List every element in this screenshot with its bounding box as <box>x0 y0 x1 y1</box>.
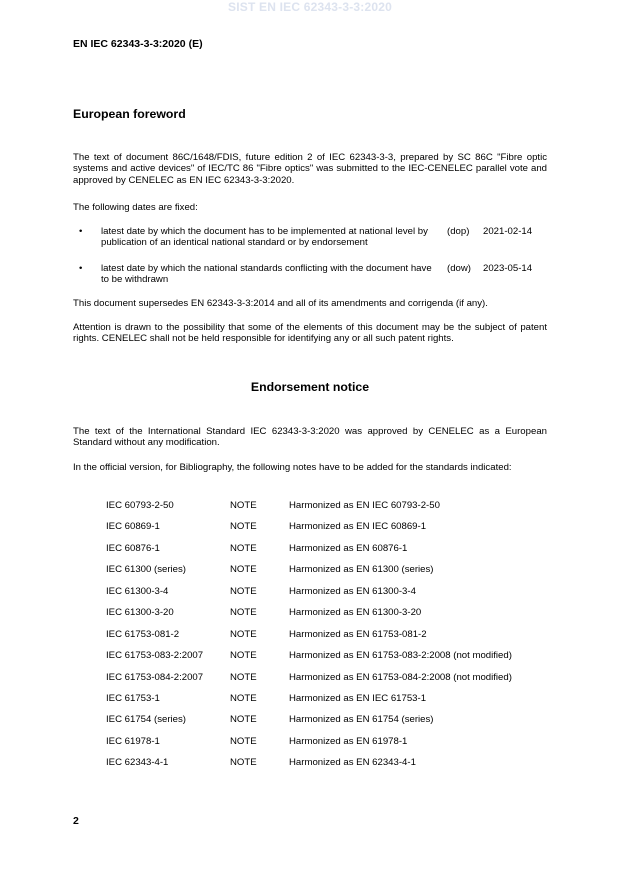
bullet: • <box>79 226 83 237</box>
date-item-text: latest date by which the document has to be implemented at national level by publication of an identical national standard or by endorsement <box>101 226 428 249</box>
page-number: 2 <box>73 815 79 827</box>
harmonized-text: Harmonized as EN IEC 60869-1 <box>289 521 427 533</box>
date-item-date: 2021-02-14 <box>483 226 533 237</box>
foreword-intro: The text of document 86C/1648/FDIS, future edition 2 of IEC 62343-3-3, prepared by SC 86C "Fibre optic systems and active devices" of IEC/TC 86 "Fibre optics" was submitted to the IEC-CENELEC parallel vote and approved by CENELEC as EN IEC 62343-3-3:2020. <box>73 152 547 186</box>
note-label: NOTE <box>230 757 257 769</box>
bullet: • <box>79 263 83 274</box>
standard-id: IEC 61300-3-4 <box>106 585 169 597</box>
harmonized-text: Harmonized as EN 61754 (series) <box>289 714 434 726</box>
standard-id: IEC 61754 (series) <box>106 714 186 726</box>
note-label: NOTE <box>230 650 257 662</box>
standard-id: IEC 61753-084-2:2007 <box>106 671 204 683</box>
note-label: NOTE <box>230 585 257 597</box>
note-label: NOTE <box>230 521 257 533</box>
document-header: EN IEC 62343-3-3:2020 (E) <box>73 38 203 50</box>
bibliography-intro: In the official version, for Bibliography, the following notes have to be added for the standards indicated: <box>73 462 512 473</box>
harmonized-text: Harmonized as EN 61978-1 <box>289 735 408 747</box>
harmonized-text: Harmonized as EN 61753-081-2 <box>289 628 427 640</box>
standard-id: IEC 61978-1 <box>106 735 160 747</box>
standard-id: IEC 61753-1 <box>106 692 160 704</box>
harmonized-text: Harmonized as EN 61300-3-4 <box>289 585 416 597</box>
foreword-title: European foreword <box>73 107 186 121</box>
note-label: NOTE <box>230 500 257 511</box>
note-label: NOTE <box>230 542 257 554</box>
watermark: SIST EN IEC 62343-3-3:2020 <box>228 0 392 14</box>
note-label: NOTE <box>230 671 257 683</box>
date-item-code: (dop) <box>447 226 470 237</box>
date-item-dop <box>73 226 547 254</box>
note-label: NOTE <box>230 564 257 576</box>
harmonized-text: Harmonized as EN 60876-1 <box>289 542 408 554</box>
dates-intro: The following dates are fixed: <box>73 202 198 213</box>
standard-id: IEC 60869-1 <box>106 521 160 533</box>
standard-id: IEC 61300 (series) <box>106 564 186 576</box>
note-label: NOTE <box>230 607 257 619</box>
standard-id: IEC 60876-1 <box>106 542 160 554</box>
standard-id: IEC 61753-083-2:2007 <box>106 650 204 662</box>
harmonized-text: Harmonized as EN 61753-083-2:2008 (not modified) <box>289 650 512 662</box>
note-label: NOTE <box>230 628 257 640</box>
supersedes-text: This document supersedes EN 62343-3-3:2014 and all of its amendments and corrigenda (if any). <box>73 298 488 309</box>
harmonized-text: Harmonized as EN IEC 61753-1 <box>289 692 427 704</box>
harmonized-text: Harmonized as EN 61753-084-2:2008 (not modified) <box>289 671 512 683</box>
standard-id: IEC 61753-081-2 <box>106 628 180 640</box>
date-item-dow <box>73 263 547 291</box>
note-label: NOTE <box>230 735 257 747</box>
endorsement-title: Endorsement notice <box>250 380 370 394</box>
standard-id: IEC 62343-4-1 <box>106 757 169 769</box>
harmonized-text: Harmonized as EN IEC 60793-2-50 <box>289 500 440 511</box>
harmonized-text: Harmonized as EN 61300 (series) <box>289 564 434 576</box>
note-label: NOTE <box>230 714 257 726</box>
date-item-text: latest date by which the national standards conflicting with the document have to be withdrawn <box>101 263 432 286</box>
standard-id: IEC 60793-2-50 <box>106 500 174 511</box>
note-label: NOTE <box>230 692 257 704</box>
harmonized-text: Harmonized as EN 62343-4-1 <box>289 757 416 769</box>
harmonized-text: Harmonized as EN 61300-3-20 <box>289 607 422 619</box>
endorsement-text: The text of the International Standard IEC 62343-3-3:2020 was approved by CENELEC as a European Standard without any modification. <box>73 426 547 449</box>
attention-text: Attention is drawn to the possibility that some of the elements of this document may be the subject of patent rights. CENELEC shall not be held responsible for identifying any or all such patent rights. <box>73 322 547 345</box>
standard-id: IEC 61300-3-20 <box>106 607 174 619</box>
date-item-code: (dow) <box>447 263 471 274</box>
date-item-date: 2023-05-14 <box>483 263 533 274</box>
